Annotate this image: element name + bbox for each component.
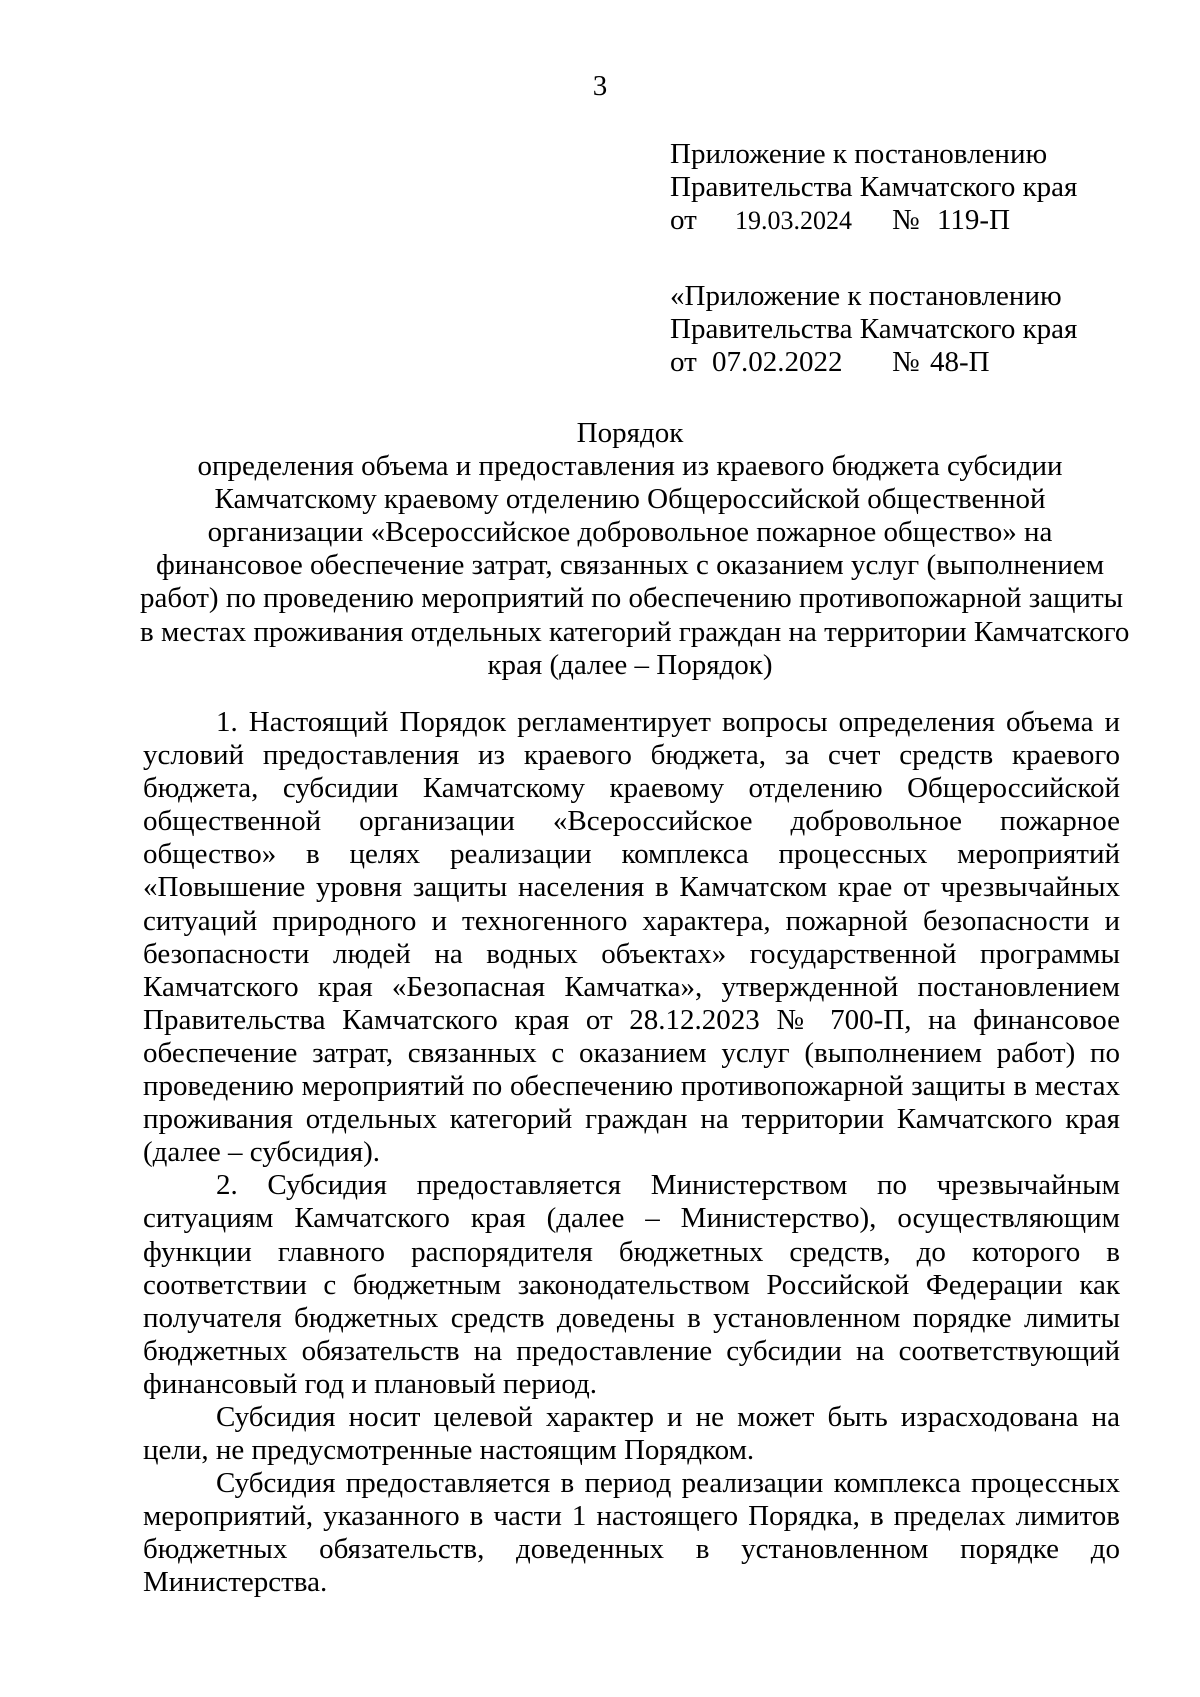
title-line: определения объема и предоставления из краевого бюджета субсидии (197, 450, 1063, 483)
appendix-original-number-sign: № (892, 346, 920, 378)
paragraph-3: Субсидия носит целевой характер и не может быть израсходована на цели, не предусмотренные настоящим Порядком. (143, 1400, 1120, 1467)
appendix-original-line2: Правительства Камчатского края (670, 313, 1078, 345)
appendix-current (670, 138, 1140, 237)
document-body (143, 706, 1120, 1600)
appendix-original-reference (670, 346, 1140, 379)
title-line: Камчатскому краевому отделению Общероссийской общественной (214, 483, 1046, 516)
document-title (140, 417, 1130, 682)
title-line: в местах проживания отдельных категорий граждан на территории Камчатского (140, 615, 1130, 648)
title-heading: Порядок (576, 417, 684, 449)
appendix-original (670, 280, 1140, 379)
title-line: работ) по проведению мероприятий по обеспечению противопожарной защиты (140, 582, 1124, 615)
appendix-original-number: 48-П (930, 346, 990, 378)
paragraph-4: Субсидия предоставляется в период реализации комплекса процессных мероприятий, указанного в части 1 настоящего Порядка, в пределах лимитов бюджетных обязательств, доведенных в установленном порядке до Министерства. (143, 1467, 1120, 1599)
appendix-original-line1: «Приложение к постановлению (670, 280, 1062, 312)
appendix-current-line1: Приложение к постановлению (670, 138, 1048, 170)
title-line: организации «Всероссийское добровольное пожарное общество» на (207, 516, 1053, 549)
appendix-original-from: от (670, 346, 697, 378)
paragraph-2: 2. Субсидия предоставляется Министерством по чрезвычайным ситуациям Камчатского края (далее – Министерство), осуществляющим функции главного распорядителя бюджетных средств, до которого в соответствии с бюджетным законодательством Российской Федерации как получателя бюджетных средств доведены в установленном порядке лимиты бюджетных обязательств на предоставление субсидии на соответствующий финансовый год и плановый период. (143, 1169, 1120, 1400)
appendix-current-reference (670, 204, 1140, 237)
appendix-current-date: 19.03.2024 (735, 206, 852, 235)
appendix-current-line2: Правительства Камчатского края (670, 171, 1078, 203)
page-number: 3 (592, 70, 608, 102)
appendix-current-number: 119-П (937, 204, 1011, 236)
appendix-original-date: 07.02.2022 (712, 346, 843, 378)
appendix-current-number-sign: № (892, 204, 920, 236)
title-line: края (далее – Порядок) (487, 648, 773, 681)
appendix-current-from: от (670, 204, 697, 236)
paragraph-1: 1. Настоящий Порядок регламентирует вопросы определения объема и условий предоставления из краевого бюджета, за счет средств краевого бюджета, субсидии Камчатскому краевому отделению Общероссийской общественной организации «Всероссийское добровольное пожарное общество» в целях реализации комплекса процессных мероприятий «Повышение уровня защиты населения в Камчатском крае от чрезвычайных ситуаций природного и техногенного характера, пожарной безопасности и безопасности людей на водных объектах» государственной программы Камчатского края «Безопасная Камчатка», утвержденной постановлением Правительства Камчатского края от 28.12.2023 № 700-П, на финансовое обеспечение затрат, связанных с оказанием услуг (выполнением работ) по проведению мероприятий по обеспечению противопожарной защиты в местах проживания отдельных категорий граждан на территории Камчатского края (далее – субсидия). (143, 706, 1120, 1169)
title-line: финансовое обеспечение затрат, связанных с оказанием услуг (выполнением (155, 549, 1105, 582)
